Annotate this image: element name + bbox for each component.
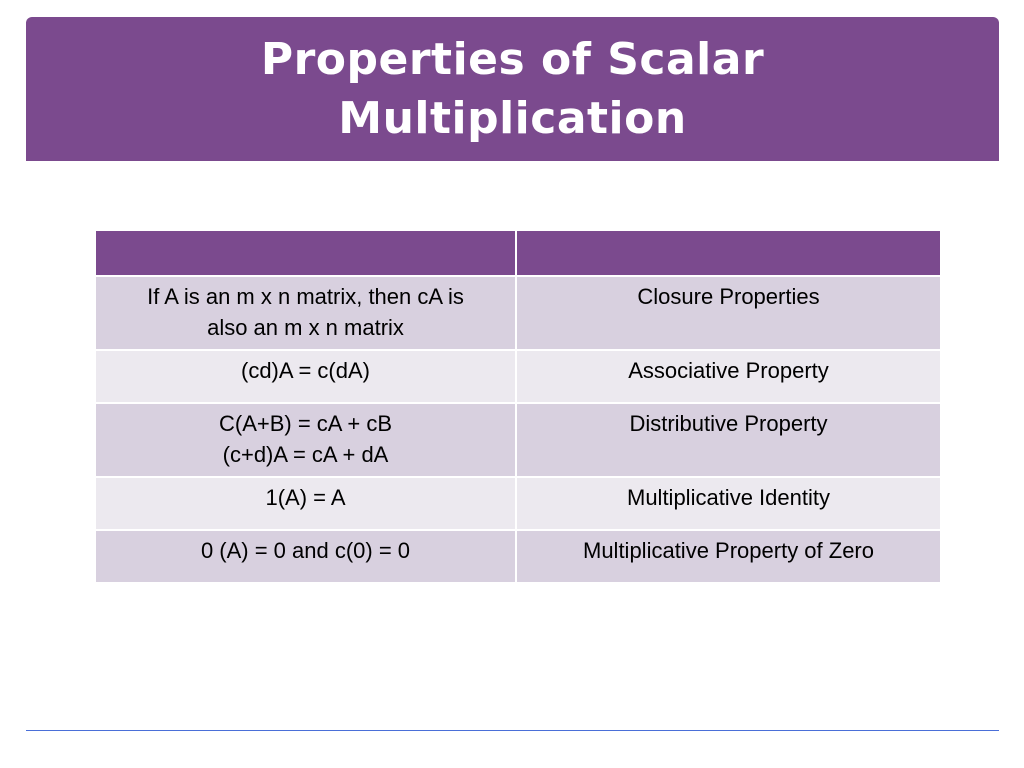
- statement-line: If A is an m x n matrix, then cA is: [147, 284, 464, 309]
- property-statement-cell: [95, 477, 516, 530]
- table-row: [95, 477, 941, 530]
- property-name-cell: Closure Properties: [516, 276, 941, 350]
- property-statement-cell: [95, 350, 516, 403]
- properties-table-container: [94, 229, 940, 584]
- header-cell-left: [95, 230, 516, 276]
- property-statement-cell: [95, 403, 516, 477]
- property-statement-cell: [95, 530, 516, 583]
- table-row: [95, 276, 941, 350]
- statement-line: 1(A) = A: [265, 485, 346, 510]
- table-header-row: [95, 230, 941, 276]
- statement-line: (c+d)A = cA + dA: [222, 442, 389, 467]
- statement-line: also an m x n matrix: [207, 315, 404, 340]
- statement-line: C(A+B) = cA + cB: [218, 411, 392, 436]
- property-name-cell: Multiplicative Property of Zero: [516, 530, 941, 583]
- title-bar: [26, 17, 999, 161]
- statement-line: (cd)A = c(dA): [241, 358, 370, 383]
- slide-title: Properties of Scalar Multiplication: [260, 34, 765, 144]
- property-name-cell: Multiplicative Identity: [516, 477, 941, 530]
- table-row: [95, 530, 941, 583]
- header-cell-right: [516, 230, 941, 276]
- footer-divider: [26, 730, 999, 731]
- property-name-cell: Distributive Property: [516, 403, 941, 477]
- table-row: [95, 350, 941, 403]
- property-name-cell: Associative Property: [516, 350, 941, 403]
- properties-table: [94, 229, 942, 584]
- property-statement-cell: [95, 276, 516, 350]
- table-row: [95, 403, 941, 477]
- statement-line: 0 (A) = 0 and c(0) = 0: [200, 538, 411, 563]
